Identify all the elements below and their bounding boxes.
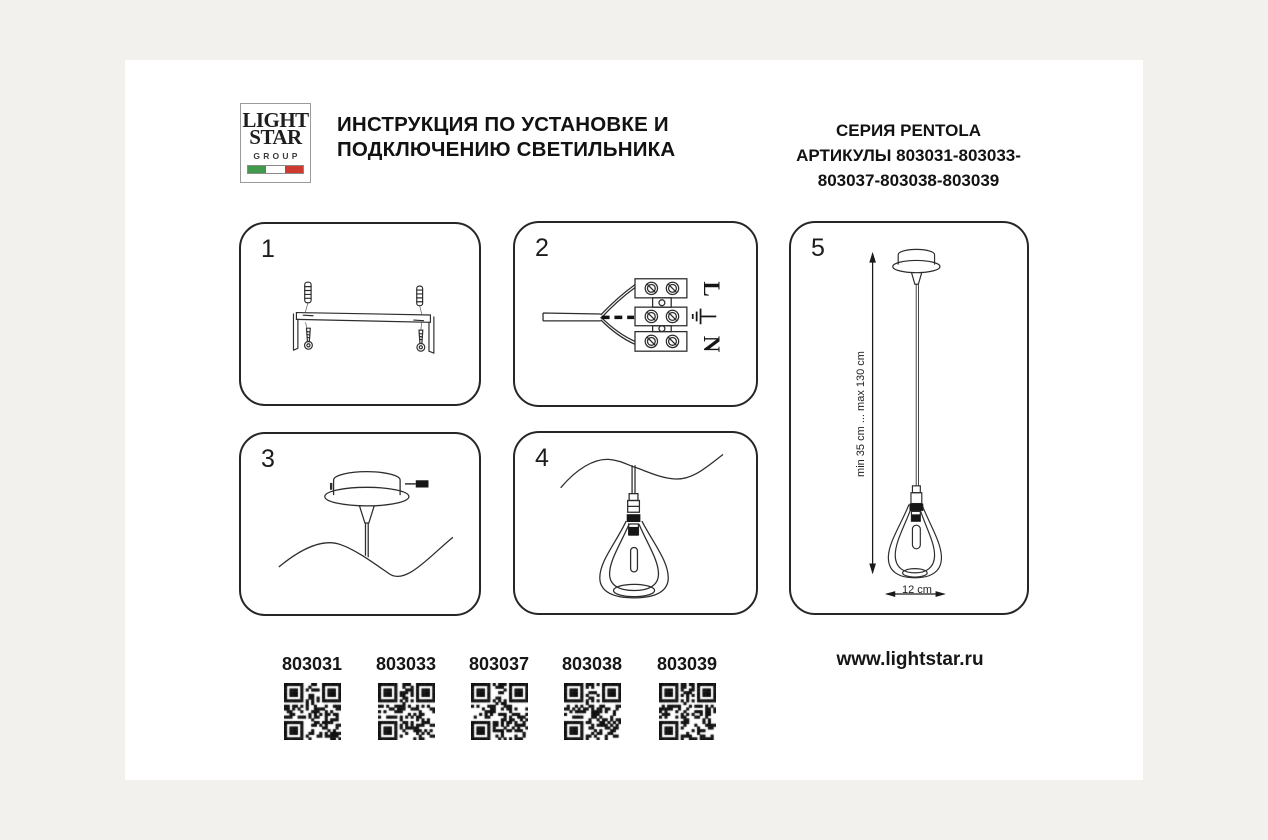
articles-line2: 803037-803038-803039 bbox=[817, 171, 1000, 190]
qr-article-number: 803033 bbox=[375, 654, 437, 674]
qr-item-803031 bbox=[265, 654, 359, 740]
step-panel-2 bbox=[513, 221, 758, 407]
qr-article-number: 803038 bbox=[561, 654, 623, 674]
qr-item-803039 bbox=[640, 654, 734, 740]
qr-article-number: 803039 bbox=[656, 654, 718, 674]
qr-item-803033 bbox=[359, 654, 453, 740]
step-number-1: 1 bbox=[261, 235, 275, 263]
neutral-label: N bbox=[699, 335, 724, 353]
qr-article-number: 803031 bbox=[281, 654, 343, 674]
qr-code bbox=[378, 683, 435, 740]
shade-installation-drawing bbox=[515, 433, 756, 613]
website-url: www.lightstar.ru bbox=[836, 649, 984, 670]
step-number-5: 5 bbox=[811, 234, 825, 262]
step-number-4: 4 bbox=[535, 444, 549, 472]
italy-flag-icon bbox=[247, 165, 304, 174]
page-title-line2: ПОДКЛЮЧЕНИЮ СВЕТИЛЬНИКА bbox=[337, 138, 676, 161]
series-title: СЕРИЯ PENTOLA bbox=[835, 121, 982, 140]
page-title-line1: ИНСТРУКЦИЯ ПО УСТАНОВКЕ И bbox=[337, 113, 669, 136]
qr-code bbox=[471, 683, 528, 740]
qr-article-number: 803037 bbox=[468, 654, 530, 674]
qr-code bbox=[659, 683, 716, 740]
step-panel-5 bbox=[789, 221, 1029, 615]
articles-line1: АРТИКУЛЫ 803031-803033- bbox=[796, 146, 1021, 165]
logo-group-text: GROUP bbox=[253, 151, 301, 161]
width-dimension-label: 12 cm bbox=[902, 584, 932, 596]
step-panel-4 bbox=[513, 431, 758, 615]
page-title bbox=[337, 112, 675, 162]
qr-code bbox=[564, 683, 621, 740]
earth-symbol-icon bbox=[693, 309, 716, 325]
qr-item-803038 bbox=[545, 654, 639, 740]
height-dimension-label: min 35 cm ... max 130 cm bbox=[855, 351, 867, 477]
canopy-mounting-drawing bbox=[241, 434, 479, 614]
lightstar-logo bbox=[240, 103, 311, 183]
terminal-wiring-drawing bbox=[515, 223, 756, 405]
step-number-3: 3 bbox=[261, 445, 275, 473]
pendant-dimensions-drawing bbox=[791, 223, 1027, 613]
step-number-2: 2 bbox=[535, 234, 549, 262]
line-label: L bbox=[699, 281, 724, 297]
height-dimension-arrow bbox=[869, 252, 876, 575]
step-panel-3 bbox=[239, 432, 481, 616]
logo-light-text: LIGHT bbox=[242, 108, 309, 132]
logo-star-text: STAR bbox=[249, 125, 302, 149]
series-info bbox=[785, 118, 1032, 193]
qr-code bbox=[284, 683, 341, 740]
qr-item-803037 bbox=[452, 654, 546, 740]
instruction-sheet bbox=[125, 60, 1143, 780]
mounting-bracket-drawing bbox=[241, 224, 479, 404]
step-panel-1 bbox=[239, 222, 481, 406]
